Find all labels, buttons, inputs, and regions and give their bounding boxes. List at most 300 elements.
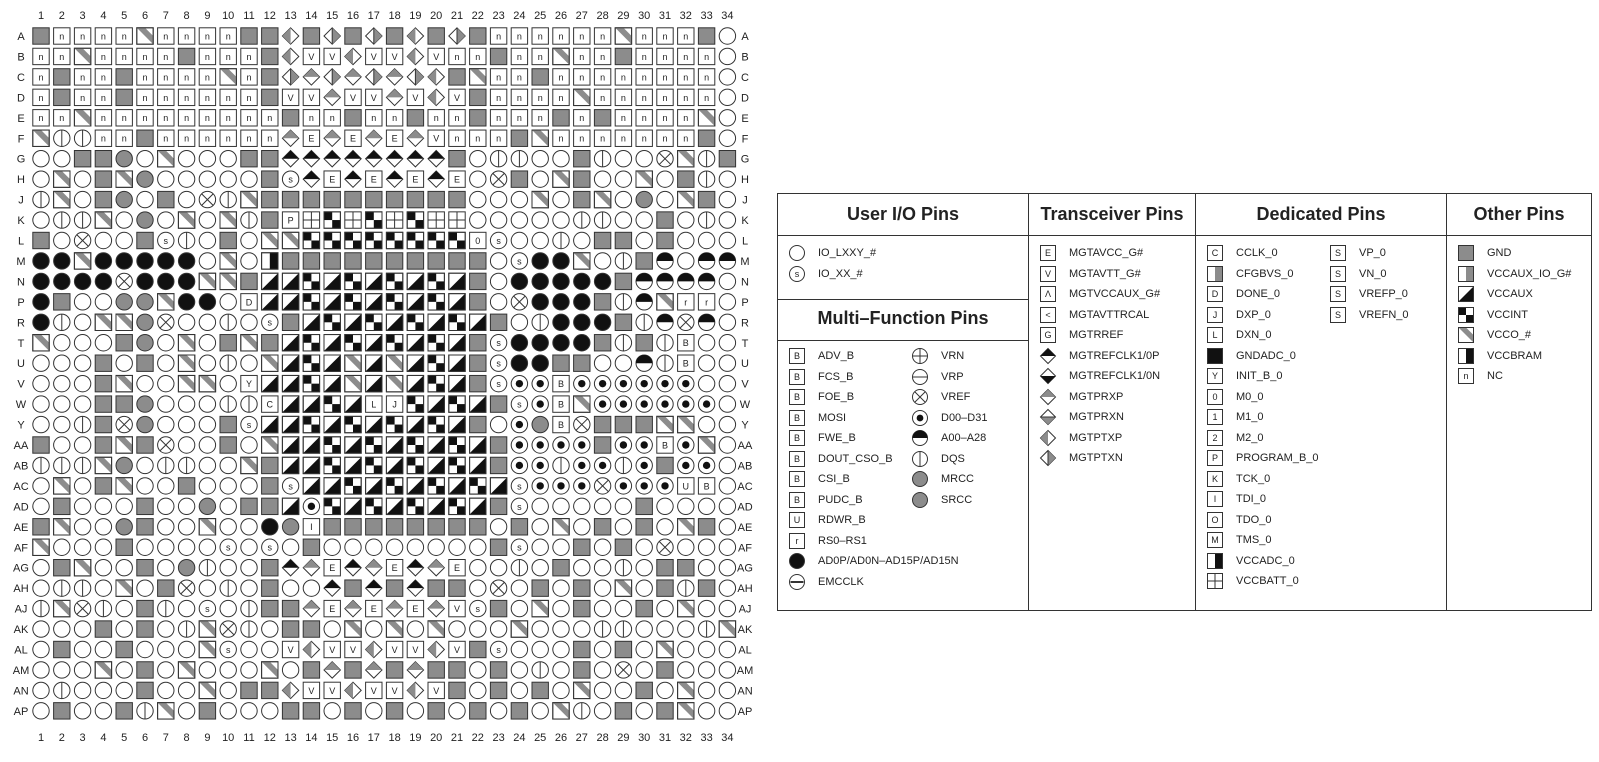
pin-cell [532, 498, 548, 514]
pin-cell [449, 375, 465, 391]
legend-item-label: M1_0 [1236, 411, 1264, 423]
svg-text:V: V [308, 51, 315, 62]
pin-cell [574, 48, 590, 64]
sq-B-icon [788, 368, 806, 386]
svg-text:n: n [184, 92, 190, 103]
legend-item-label: TCK_0 [1236, 472, 1271, 485]
pin-cell [615, 273, 631, 289]
pin-cell [657, 273, 673, 289]
pin-cell [199, 560, 215, 576]
pin-cell [428, 110, 444, 126]
pin-cell [449, 253, 465, 269]
pin-cell [574, 232, 590, 248]
pin-cell [241, 110, 257, 126]
pin-cell [262, 539, 278, 555]
pin-cell [574, 294, 590, 310]
pin-cell [511, 662, 527, 678]
pin-cell [220, 130, 236, 146]
pin-cell [428, 130, 444, 146]
pin-cell [262, 253, 278, 269]
pin-cell [116, 130, 132, 146]
pin-cell [220, 273, 236, 289]
svg-text:n: n [100, 72, 106, 83]
pin-cell [636, 355, 652, 371]
pin-cell [74, 560, 90, 576]
legend-item-label: DQS [941, 452, 965, 465]
column-label: 16 [346, 10, 360, 22]
svg-text:B: B [703, 481, 710, 492]
svg-text:n: n [38, 92, 44, 103]
svg-text:n: n [225, 51, 231, 62]
row-label: AC [13, 480, 29, 493]
pin-cell [74, 89, 90, 105]
pin-cell [553, 232, 569, 248]
pin-cell [303, 498, 319, 514]
pin-cell [594, 191, 610, 207]
pin-cell [54, 682, 70, 698]
column-label: 17 [367, 10, 380, 22]
pin-cell [407, 437, 423, 453]
pin-cell [678, 232, 694, 248]
svg-text:s: s [496, 338, 501, 349]
pin-cell [54, 519, 70, 535]
pin-cell [490, 48, 506, 64]
pin-cell [407, 519, 423, 535]
svg-text:V: V [287, 644, 294, 655]
pin-cell [594, 457, 610, 473]
pin-cell [95, 294, 111, 310]
pin-cell [532, 130, 548, 146]
svg-text:n: n [558, 92, 564, 103]
pin-cell [366, 580, 382, 596]
pin-cell [324, 560, 340, 576]
pin-cell [615, 396, 631, 412]
pin-cell [615, 89, 631, 105]
svg-text:V: V [308, 92, 315, 103]
column-label: 1 [37, 732, 45, 744]
row-label: W [739, 399, 751, 412]
pin-cell [303, 580, 319, 596]
pin-cell [324, 457, 340, 473]
pin-cell [428, 641, 444, 657]
pin-cell [303, 621, 319, 637]
pin-cell [199, 375, 215, 391]
legend-item-label: VREFN_0 [1359, 308, 1409, 321]
pin-cell [615, 662, 631, 678]
pin-cell [158, 539, 174, 555]
pin-cell [428, 539, 444, 555]
pin-cell [490, 560, 506, 576]
pin-cell [282, 519, 298, 535]
pin-cell [615, 519, 631, 535]
sq-K-icon [1206, 470, 1224, 488]
legend-item [1206, 306, 1271, 324]
legend-item [788, 552, 959, 570]
pin-cell [116, 191, 132, 207]
pin-cell [678, 703, 694, 719]
pin-cell [594, 600, 610, 616]
pin-cell [386, 151, 402, 167]
circle-gray-icon [911, 491, 929, 509]
pin-cell [490, 130, 506, 146]
pin-cell [303, 110, 319, 126]
row-label: A [741, 31, 749, 43]
pin-cell [324, 69, 340, 85]
pin-cell [54, 273, 70, 289]
pin-cell [303, 335, 319, 351]
svg-text:s: s [288, 174, 293, 185]
pin-cell [324, 151, 340, 167]
pin-cell [241, 539, 257, 555]
svg-text:n: n [620, 72, 626, 83]
svg-text:2: 2 [1212, 432, 1218, 443]
svg-text:B: B [793, 371, 801, 382]
pin-cell [303, 48, 319, 64]
pin-cell [282, 212, 298, 228]
pin-cell [574, 171, 590, 187]
pin-cell [698, 48, 714, 64]
legend-item [788, 368, 853, 386]
pin-cell [698, 273, 714, 289]
pin-cell [615, 110, 631, 126]
pin-cell [95, 28, 111, 44]
pin-cell [116, 478, 132, 494]
pin-cell [636, 498, 652, 514]
pin-cell [74, 294, 90, 310]
svg-text:V: V [391, 51, 398, 62]
pin-cell [428, 69, 444, 85]
svg-text:E: E [391, 563, 398, 574]
pin-cell [303, 457, 319, 473]
pin-cell [241, 130, 257, 146]
svg-text:n: n [496, 31, 502, 42]
pin-cell [490, 335, 506, 351]
svg-text:n: n [641, 92, 647, 103]
pin-cell [678, 457, 694, 473]
pin-cell [532, 212, 548, 228]
sq-B-icon [788, 429, 806, 447]
pin-cell [386, 641, 402, 657]
pin-cell [158, 171, 174, 187]
svg-text:n: n [516, 113, 522, 124]
column-label: 6 [141, 10, 149, 22]
pin-cell [532, 28, 548, 44]
pin-cell [407, 682, 423, 698]
svg-text:E: E [370, 174, 377, 185]
svg-text:Y: Y [1211, 371, 1219, 382]
pin-cell [262, 48, 278, 64]
svg-text:U: U [682, 481, 690, 492]
pin-cell [428, 457, 444, 473]
pin-cell [137, 560, 153, 576]
pin-cell [532, 416, 548, 432]
pin-cell [74, 539, 90, 555]
svg-text:s: s [225, 644, 231, 655]
svg-text:n: n [558, 72, 564, 83]
row-label: AL [14, 644, 28, 657]
pin-cell [178, 580, 194, 596]
row-label: C [741, 71, 749, 84]
svg-text:V: V [349, 92, 357, 103]
svg-text:n: n [600, 133, 606, 144]
pin-cell [470, 191, 486, 207]
pin-cell [490, 294, 506, 310]
pin-cell [428, 682, 444, 698]
pin-cell [199, 416, 215, 432]
pin-cell [594, 28, 610, 44]
pin-cell [719, 253, 735, 269]
pin-cell [407, 89, 423, 105]
pin-cell [449, 498, 465, 514]
legend-item [911, 368, 964, 386]
pin-cell [636, 396, 652, 412]
svg-text:n: n [246, 72, 252, 83]
pin-cell [54, 130, 70, 146]
pin-cell [74, 478, 90, 494]
pin-cell [719, 539, 735, 555]
svg-text:n: n [100, 133, 106, 144]
row-label: H [741, 174, 749, 187]
row-label: M [16, 255, 26, 268]
pin-cell [698, 396, 714, 412]
pin-cell [74, 335, 90, 351]
pin-cell [511, 498, 527, 514]
pin-cell [303, 355, 319, 371]
column-label: 9 [204, 10, 211, 22]
svg-text:J: J [392, 399, 397, 410]
pin-cell [407, 294, 423, 310]
pin-cell [470, 457, 486, 473]
pin-cell [719, 130, 735, 146]
legend-item [1039, 367, 1160, 385]
pin-cell [366, 375, 382, 391]
column-label: 25 [534, 732, 547, 744]
pin-cell [449, 621, 465, 637]
svg-text:n: n [662, 72, 668, 83]
pin-cell [74, 191, 90, 207]
svg-text:L: L [1212, 330, 1218, 341]
column-label: 13 [284, 732, 297, 744]
pin-cell [532, 314, 548, 330]
column-label: 17 [367, 732, 380, 744]
pin-cell [178, 662, 194, 678]
pin-cell [137, 662, 153, 678]
pin-cell [553, 171, 569, 187]
pin-cell [636, 335, 652, 351]
svg-text:n: n [454, 113, 460, 124]
pin-cell [137, 539, 153, 555]
column-label: 28 [596, 10, 609, 22]
legend-item [1457, 244, 1511, 262]
pin-cell [116, 560, 132, 576]
pin-cell [594, 662, 610, 678]
pin-cell [282, 437, 298, 453]
pin-cell [594, 498, 610, 514]
pin-cell [324, 478, 340, 494]
pin-cell [490, 396, 506, 412]
pin-cell [615, 682, 631, 698]
pin-cell [345, 110, 361, 126]
sq-vcco-icon [1457, 326, 1475, 344]
pin-cell [345, 560, 361, 576]
pin-cell [262, 69, 278, 85]
pin-cell [698, 539, 714, 555]
svg-text:B: B [793, 351, 801, 362]
column-label: 11 [243, 732, 255, 744]
svg-text:n: n [496, 92, 502, 103]
pin-cell [158, 48, 174, 64]
svg-text:n: n [683, 31, 689, 42]
pin-cell [366, 253, 382, 269]
pin-cell [241, 682, 257, 698]
svg-text:n: n [163, 72, 169, 83]
svg-text:B: B [557, 379, 565, 390]
legend-item [1206, 449, 1319, 467]
pin-cell [116, 375, 132, 391]
svg-text:n: n [662, 133, 668, 144]
row-label: G [16, 153, 26, 166]
pin-cell [241, 335, 257, 351]
pin-cell [54, 580, 70, 596]
pin-cell [698, 355, 714, 371]
pin-cell [33, 314, 49, 330]
svg-text:n: n [475, 133, 481, 144]
pin-cell [220, 396, 236, 412]
pin-cell [282, 478, 298, 494]
pin-cell [407, 232, 423, 248]
pin-cell [137, 253, 153, 269]
pin-cell [574, 375, 590, 391]
legend-item-label: MGTREFCLK1/0N [1069, 370, 1161, 382]
sq-D-icon [1206, 285, 1224, 303]
legend-item-label: IO_XX_# [818, 267, 863, 280]
pin-cell [324, 212, 340, 228]
pin-cell [220, 703, 236, 719]
pin-cell [532, 580, 548, 596]
pin-cell [657, 335, 673, 351]
column-label: 30 [638, 10, 651, 22]
svg-text:n: n [204, 92, 210, 103]
pin-cell [178, 48, 194, 64]
pin-cell [220, 416, 236, 432]
pin-cell [158, 355, 174, 371]
pin-cell [178, 28, 194, 44]
svg-text:I: I [310, 522, 313, 533]
pin-cell [532, 703, 548, 719]
pin-cell [594, 110, 610, 126]
pin-cell [615, 498, 631, 514]
pin-cell [615, 69, 631, 85]
svg-text:n: n [163, 51, 169, 62]
pin-cell [553, 519, 569, 535]
pin-cell [95, 600, 111, 616]
pin-cell [574, 314, 590, 330]
pin-cell [511, 375, 527, 391]
pinout-grid [0, 0, 765, 762]
pin-cell [678, 212, 694, 228]
pin-cell [262, 375, 278, 391]
pin-cell [137, 335, 153, 351]
pin-cell [615, 314, 631, 330]
pin-cell [594, 560, 610, 576]
pin-cell [470, 396, 486, 412]
pin-cell [178, 89, 194, 105]
pin-cell [220, 478, 236, 494]
pin-cell [532, 600, 548, 616]
pin-cell [407, 375, 423, 391]
pin-cell [303, 171, 319, 187]
svg-text:B: B [682, 338, 689, 349]
pin-cell [698, 641, 714, 657]
pin-cell [698, 416, 714, 432]
pin-cell [553, 28, 569, 44]
pin-cell [262, 232, 278, 248]
pin-cell [33, 437, 49, 453]
circle-black-icon [788, 552, 806, 570]
column-label: 18 [388, 732, 401, 744]
pin-cell [116, 621, 132, 637]
pin-cell [241, 396, 257, 412]
pin-cell [345, 48, 361, 64]
pin-cell [553, 48, 569, 64]
pin-cell [449, 437, 465, 453]
pin-cell [199, 253, 215, 269]
pin-cell [116, 662, 132, 678]
legend-item-label: MGTVCCAUX_G# [1069, 288, 1161, 300]
pin-cell [220, 232, 236, 248]
legend-item [1329, 285, 1408, 303]
pin-cell [262, 212, 278, 228]
pin-cell [282, 375, 298, 391]
pin-cell [490, 682, 506, 698]
pin-cell [324, 171, 340, 187]
pin-cell [449, 28, 465, 44]
pin-cell [428, 273, 444, 289]
pin-cell [719, 375, 735, 391]
pin-cell [199, 273, 215, 289]
pin-cell [116, 89, 132, 105]
svg-text:U: U [793, 515, 801, 526]
pin-cell [678, 89, 694, 105]
row-label: B [17, 51, 25, 64]
diamond-vgray-icon [1039, 429, 1057, 447]
svg-text:s: s [517, 501, 522, 512]
pin-cell [241, 294, 257, 310]
pin-cell [262, 580, 278, 596]
pin-cell [116, 600, 132, 616]
pin-cell [657, 69, 673, 85]
row-label: AP [13, 705, 29, 718]
legend-item-label: INIT_B_0 [1236, 370, 1283, 382]
pin-cell [241, 560, 257, 576]
pin-cell [428, 416, 444, 432]
pin-cell [532, 457, 548, 473]
pin-cell [574, 621, 590, 637]
pin-cell [54, 621, 70, 637]
pin-cell [615, 48, 631, 64]
pin-cell [345, 253, 361, 269]
pin-cell [470, 437, 486, 453]
pin-cell [366, 478, 382, 494]
pin-cell [678, 273, 694, 289]
pin-cell [615, 151, 631, 167]
column-label: 7 [162, 10, 169, 22]
pin-cell [511, 437, 527, 453]
pin-cell [470, 273, 486, 289]
pin-cell [719, 703, 735, 719]
pin-cell [470, 560, 486, 576]
svg-text:n: n [225, 92, 231, 103]
